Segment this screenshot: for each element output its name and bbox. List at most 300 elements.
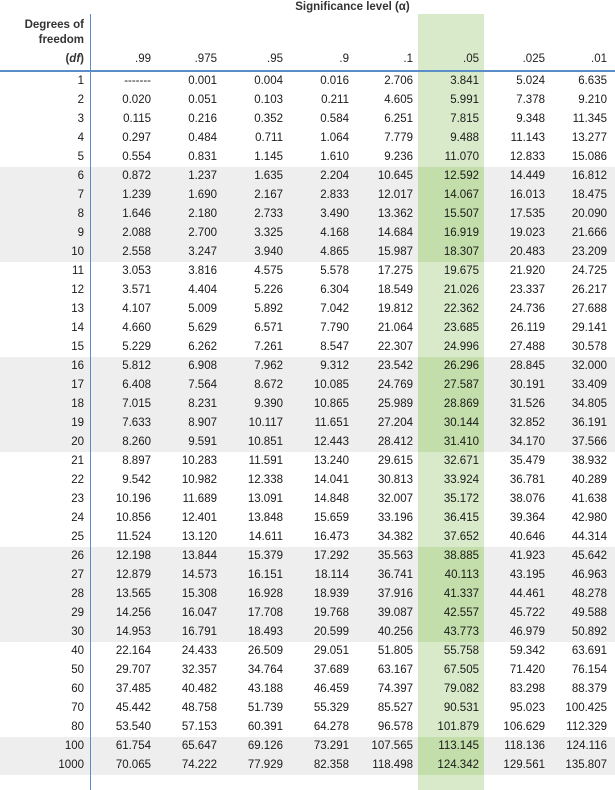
value-cell: 10.856: [115, 512, 151, 524]
value-cell: 59.342: [509, 645, 545, 657]
value-cell: 0.051: [188, 94, 217, 106]
value-cell: 13.091: [247, 493, 283, 505]
value-cell: 0.020: [122, 94, 151, 106]
value-cell: 79.082: [443, 683, 479, 695]
value-cell: 19.812: [377, 303, 413, 315]
value-cell: 2.733: [254, 208, 283, 220]
table-row: [0, 604, 615, 622]
value-cell: 53.540: [115, 721, 151, 733]
value-cell: 100.425: [565, 702, 607, 714]
value-cell: 11.345: [572, 113, 607, 125]
value-cell: 10.645: [377, 170, 413, 182]
value-cell: 12.017: [377, 189, 413, 201]
value-cell: 3.940: [254, 246, 283, 258]
column-header-975: .975: [194, 53, 217, 65]
value-cell: 7.815: [450, 113, 479, 125]
value-cell: 34.170: [509, 436, 545, 448]
value-cell: 67.505: [443, 664, 479, 676]
value-cell: 44.461: [509, 588, 545, 600]
value-cell: 15.659: [313, 512, 349, 524]
value-cell: 39.087: [377, 607, 413, 619]
value-cell: 3.571: [122, 284, 151, 296]
value-cell: 16.013: [509, 189, 545, 201]
value-cell: 33.409: [571, 379, 607, 391]
value-cell: 50.892: [571, 626, 607, 638]
df-cell: 9: [77, 227, 84, 239]
df-header-line2: freedom: [38, 34, 84, 46]
value-cell: 20.483: [509, 246, 545, 258]
value-cell: 20.090: [571, 208, 607, 220]
significance-level-title: Significance level (α): [295, 1, 410, 13]
value-cell: 3.816: [188, 265, 217, 277]
table-row: [0, 262, 615, 280]
value-cell: 2.088: [122, 227, 151, 239]
table-row: [0, 281, 615, 299]
value-cell: 6.571: [254, 322, 283, 334]
value-cell: 5.991: [450, 94, 479, 106]
value-cell: 21.026: [443, 284, 479, 296]
value-cell: 1.610: [320, 151, 349, 163]
value-cell: 23.337: [509, 284, 545, 296]
column-header-025: .025: [522, 53, 545, 65]
value-cell: 33.924: [443, 474, 479, 486]
value-cell: 23.209: [571, 246, 607, 258]
value-cell: 14.067: [443, 189, 479, 201]
value-cell: 43.773: [443, 626, 479, 638]
value-cell: 18.939: [313, 588, 349, 600]
value-cell: 63.691: [571, 645, 607, 657]
value-cell: 71.420: [509, 664, 545, 676]
value-cell: 18.307: [443, 246, 479, 258]
value-cell: 42.980: [571, 512, 607, 524]
value-cell: 3.053: [122, 265, 151, 277]
value-cell: 41.638: [571, 493, 607, 505]
value-cell: 9.591: [188, 436, 217, 448]
value-cell: 3.325: [254, 227, 283, 239]
value-cell: 16.151: [247, 569, 283, 581]
value-cell: 26.296: [443, 360, 479, 372]
value-cell: 82.358: [313, 759, 349, 771]
value-cell: 8.260: [122, 436, 151, 448]
value-cell: 15.507: [443, 208, 479, 220]
column-header-1: .1: [403, 53, 413, 65]
table-row: [0, 129, 615, 147]
df-label-paren-close: ): [80, 53, 84, 65]
value-cell: 16.047: [181, 607, 217, 619]
value-cell: 27.204: [377, 417, 413, 429]
df-cell: 3: [77, 113, 84, 125]
table-row: [0, 585, 615, 603]
value-cell: 4.107: [122, 303, 151, 315]
value-cell: 33.196: [377, 512, 413, 524]
df-cell: 80: [71, 721, 84, 733]
value-cell: 40.256: [377, 626, 413, 638]
value-cell: 30.813: [377, 474, 413, 486]
value-cell: 14.041: [313, 474, 349, 486]
df-cell: 60: [71, 683, 84, 695]
value-cell: 30.191: [509, 379, 545, 391]
value-cell: 40.482: [181, 683, 217, 695]
value-cell: 107.565: [371, 740, 413, 752]
df-cell: 22: [71, 474, 84, 486]
value-cell: 26.119: [510, 322, 545, 334]
value-cell: 4.605: [384, 94, 413, 106]
value-cell: 15.379: [247, 550, 283, 562]
value-cell: 22.362: [443, 303, 479, 315]
table-row: [0, 566, 615, 584]
value-cell: 12.879: [115, 569, 151, 581]
df-cell: 14: [71, 322, 84, 334]
value-cell: 88.379: [571, 683, 607, 695]
df-header-label: [0, 52, 84, 67]
value-cell: 15.987: [377, 246, 413, 258]
value-cell: 112.329: [566, 721, 607, 733]
value-cell: 61.754: [115, 740, 151, 752]
value-cell: 9.390: [254, 398, 283, 410]
value-cell: 6.262: [188, 341, 217, 353]
value-cell: 18.114: [314, 569, 349, 581]
value-cell: 10.085: [313, 379, 349, 391]
value-cell: 14.953: [115, 626, 151, 638]
table-row: [0, 699, 615, 717]
df-cell: 50: [71, 664, 84, 676]
value-cell: 36.191: [571, 417, 607, 429]
value-cell: 1.237: [188, 170, 217, 182]
value-cell: 5.578: [320, 265, 349, 277]
value-cell: 8.547: [320, 341, 349, 353]
value-cell: 10.851: [247, 436, 283, 448]
value-cell: 17.275: [377, 265, 413, 277]
table-row: [0, 300, 615, 318]
value-cell: 7.962: [254, 360, 283, 372]
value-cell: 37.652: [443, 531, 479, 543]
value-cell: 8.907: [188, 417, 217, 429]
value-cell: 4.404: [188, 284, 217, 296]
df-cell: 11: [72, 265, 84, 277]
value-cell: 5.009: [188, 303, 217, 315]
value-cell: 0.554: [122, 151, 151, 163]
table-header: [0, 0, 615, 72]
value-cell: 16.812: [571, 170, 607, 182]
value-cell: 1.064: [320, 132, 349, 144]
df-cell: 16: [71, 360, 84, 372]
value-cell: 35.563: [377, 550, 413, 562]
value-cell: 11.524: [116, 531, 151, 543]
table-row: [0, 357, 615, 375]
value-cell: 5.812: [122, 360, 151, 372]
value-cell: 10.117: [248, 417, 283, 429]
df-cell: 100: [64, 740, 84, 752]
df-cell: 17: [71, 379, 84, 391]
value-cell: 10.196: [115, 493, 151, 505]
value-cell: 41.337: [443, 588, 479, 600]
value-cell: 26.509: [247, 645, 283, 657]
df-cell: 6: [77, 170, 84, 182]
value-cell: 6.408: [122, 379, 151, 391]
value-cell: 40.646: [509, 531, 545, 543]
table-row: [0, 167, 615, 185]
df-cell: 2: [77, 94, 84, 106]
table-row: [0, 528, 615, 546]
value-cell: 8.231: [188, 398, 217, 410]
value-cell: 135.807: [565, 759, 607, 771]
value-cell: 0.216: [188, 113, 217, 125]
df-cell: 4: [77, 132, 84, 144]
column-header-95: .95: [267, 53, 283, 65]
value-cell: 70.065: [115, 759, 151, 771]
value-cell: 21.666: [571, 227, 607, 239]
value-cell: 40.113: [444, 569, 479, 581]
value-cell: 7.779: [384, 132, 413, 144]
value-cell: 24.736: [509, 303, 545, 315]
value-cell: 11.143: [510, 132, 545, 144]
table-row: [0, 509, 615, 527]
value-cell: 4.660: [122, 322, 151, 334]
table-row: [0, 148, 615, 166]
value-cell: 5.229: [122, 341, 151, 353]
value-cell: 35.479: [509, 455, 545, 467]
table-row: [0, 376, 615, 394]
value-cell: 7.378: [516, 94, 545, 106]
table-row: [0, 205, 615, 223]
value-cell: 1.145: [254, 151, 283, 163]
value-cell: 31.410: [443, 436, 479, 448]
df-cell: 25: [71, 531, 84, 543]
table-row: [0, 243, 615, 261]
value-cell: 12.833: [509, 151, 545, 163]
value-cell: 16.473: [313, 531, 349, 543]
value-cell: 16.928: [247, 588, 283, 600]
table-row: [0, 110, 615, 128]
value-cell: 48.278: [571, 588, 607, 600]
df-cell: 26: [71, 550, 84, 562]
value-cell: 11.689: [182, 493, 217, 505]
value-cell: 6.635: [578, 75, 607, 87]
value-cell: 22.307: [377, 341, 413, 353]
value-cell: 0.001: [188, 75, 217, 87]
value-cell: 4.575: [254, 265, 283, 277]
value-cell: 0.831: [188, 151, 217, 163]
value-cell: 5.226: [254, 284, 283, 296]
value-cell: 13.277: [571, 132, 607, 144]
df-label: df: [69, 53, 81, 65]
value-cell: 57.153: [181, 721, 217, 733]
value-cell: 23.685: [443, 322, 479, 334]
column-header-99: .99: [135, 53, 151, 65]
value-cell: 40.289: [571, 474, 607, 486]
value-cell: 37.689: [313, 664, 349, 676]
value-cell: 20.599: [313, 626, 349, 638]
value-cell: 29.051: [313, 645, 349, 657]
value-cell: 46.979: [509, 626, 545, 638]
value-cell: 16.791: [181, 626, 217, 638]
value-cell: 26.217: [571, 284, 607, 296]
value-cell: 14.449: [509, 170, 545, 182]
value-cell: 13.120: [181, 531, 217, 543]
value-cell: 5.892: [254, 303, 283, 315]
value-cell: 28.869: [443, 398, 479, 410]
value-cell: 32.357: [181, 664, 217, 676]
value-cell: 13.240: [313, 455, 349, 467]
df-cell: 20: [71, 436, 84, 448]
df-cell: 23: [71, 493, 84, 505]
value-cell: 49.588: [571, 607, 607, 619]
df-cell: 40: [71, 645, 84, 657]
value-cell: 101.879: [437, 721, 479, 733]
value-cell: 34.764: [247, 664, 283, 676]
value-cell: 12.443: [313, 436, 349, 448]
value-cell: 6.304: [320, 284, 349, 296]
value-cell: 24.433: [181, 645, 217, 657]
value-cell: 6.908: [188, 360, 217, 372]
df-cell: 10: [71, 246, 84, 258]
value-cell: 64.278: [313, 721, 349, 733]
value-cell: 83.298: [509, 683, 545, 695]
df-cell: 18: [71, 398, 84, 410]
value-cell: 8.897: [122, 455, 151, 467]
value-cell: 13.362: [377, 208, 413, 220]
value-cell: 76.154: [571, 664, 607, 676]
value-cell: 36.781: [509, 474, 545, 486]
value-cell: 31.526: [509, 398, 545, 410]
value-cell: 9.542: [122, 474, 151, 486]
value-cell: 4.168: [320, 227, 349, 239]
df-cell: 13: [71, 303, 84, 315]
value-cell: 17.535: [509, 208, 545, 220]
value-cell: 0.103: [254, 94, 283, 106]
table-row: [0, 718, 615, 736]
value-cell: 24.996: [443, 341, 479, 353]
value-cell: 124.342: [437, 759, 479, 771]
value-cell: 2.700: [188, 227, 217, 239]
value-cell: 14.256: [115, 607, 151, 619]
value-cell: 63.167: [377, 664, 413, 676]
table-row: [0, 224, 615, 242]
value-cell: 14.573: [181, 569, 217, 581]
value-cell: 10.982: [181, 474, 217, 486]
table-row: [0, 680, 615, 698]
value-cell: 2.706: [384, 75, 413, 87]
value-cell: 5.629: [188, 322, 217, 334]
value-cell: 18.549: [377, 284, 413, 296]
table-row: [0, 72, 615, 90]
table-row: [0, 338, 615, 356]
value-cell: 90.531: [443, 702, 479, 714]
value-cell: 1.635: [254, 170, 283, 182]
value-cell: 7.261: [254, 341, 283, 353]
value-cell: 0.584: [320, 113, 349, 125]
value-cell: 12.592: [443, 170, 479, 182]
value-cell: 15.308: [181, 588, 217, 600]
table-row: [0, 433, 615, 451]
table-row: [0, 756, 615, 774]
value-cell: 43.195: [509, 569, 545, 581]
value-cell: 46.963: [571, 569, 607, 581]
value-cell: 22.164: [115, 645, 151, 657]
value-cell: 19.675: [443, 265, 479, 277]
value-cell: 0.484: [188, 132, 217, 144]
value-cell: 35.172: [443, 493, 479, 505]
value-cell: 32.007: [377, 493, 413, 505]
value-cell: 48.758: [181, 702, 217, 714]
value-cell: 1.239: [122, 189, 151, 201]
value-cell: 7.015: [122, 398, 151, 410]
value-cell: 7.564: [188, 379, 217, 391]
value-cell: 2.204: [320, 170, 349, 182]
df-cell: 70: [71, 702, 84, 714]
table-row: [0, 319, 615, 337]
value-cell: 0.297: [122, 132, 151, 144]
value-cell: 113.145: [438, 740, 479, 752]
table-row: [0, 471, 615, 489]
value-cell: 9.210: [578, 94, 607, 106]
table-row: [0, 623, 615, 641]
value-cell: 19.768: [313, 607, 349, 619]
df-cell: 15: [71, 341, 84, 353]
value-cell: 74.397: [377, 683, 413, 695]
column-header-05: .05: [463, 53, 479, 65]
value-cell: 34.805: [571, 398, 607, 410]
value-cell: 14.684: [377, 227, 413, 239]
value-cell: 21.064: [377, 322, 413, 334]
df-cell: 1000: [58, 759, 84, 771]
value-cell: 129.561: [503, 759, 545, 771]
value-cell: 106.629: [503, 721, 545, 733]
df-cell: 29: [71, 607, 84, 619]
df-cell: 19: [71, 417, 84, 429]
df-label-paren-open: (: [65, 53, 70, 65]
value-cell: 36.415: [443, 512, 479, 524]
value-cell: 8.672: [254, 379, 283, 391]
value-cell: 32.000: [571, 360, 607, 372]
value-cell: 12.338: [247, 474, 283, 486]
value-cell: 9.348: [516, 113, 545, 125]
df-cell: 28: [71, 588, 84, 600]
value-cell: 124.116: [566, 740, 607, 752]
value-cell: 13.848: [247, 512, 283, 524]
value-cell: 0.016: [320, 75, 349, 87]
value-cell: 0.115: [123, 113, 151, 125]
value-cell: 13.844: [181, 550, 217, 562]
value-cell: 32.852: [509, 417, 545, 429]
value-cell: 29.707: [115, 664, 151, 676]
value-cell: 3.247: [188, 246, 217, 258]
value-cell: 2.167: [254, 189, 283, 201]
df-cell: 27: [71, 569, 84, 581]
column-header-01: .01: [591, 53, 607, 65]
value-cell: 28.845: [509, 360, 545, 372]
df-cell: 5: [77, 151, 84, 163]
value-cell: 118.498: [372, 759, 413, 771]
df-cell: 1: [77, 75, 84, 87]
value-cell: 37.566: [571, 436, 607, 448]
value-cell: 19.023: [509, 227, 545, 239]
value-cell: 45.442: [115, 702, 151, 714]
value-cell: 3.490: [320, 208, 349, 220]
value-cell: 38.885: [443, 550, 479, 562]
value-cell: 30.578: [571, 341, 607, 353]
value-cell: 14.611: [248, 531, 283, 543]
value-cell: 4.865: [320, 246, 349, 258]
df-cell: 24: [71, 512, 84, 524]
value-cell: 60.391: [247, 721, 283, 733]
table-row: [0, 452, 615, 470]
df-cell: 7: [77, 189, 84, 201]
value-cell: 74.222: [181, 759, 217, 771]
df-header-line1: Degrees of: [24, 19, 84, 31]
value-cell: 44.314: [571, 531, 607, 543]
value-cell: 24.769: [377, 379, 413, 391]
